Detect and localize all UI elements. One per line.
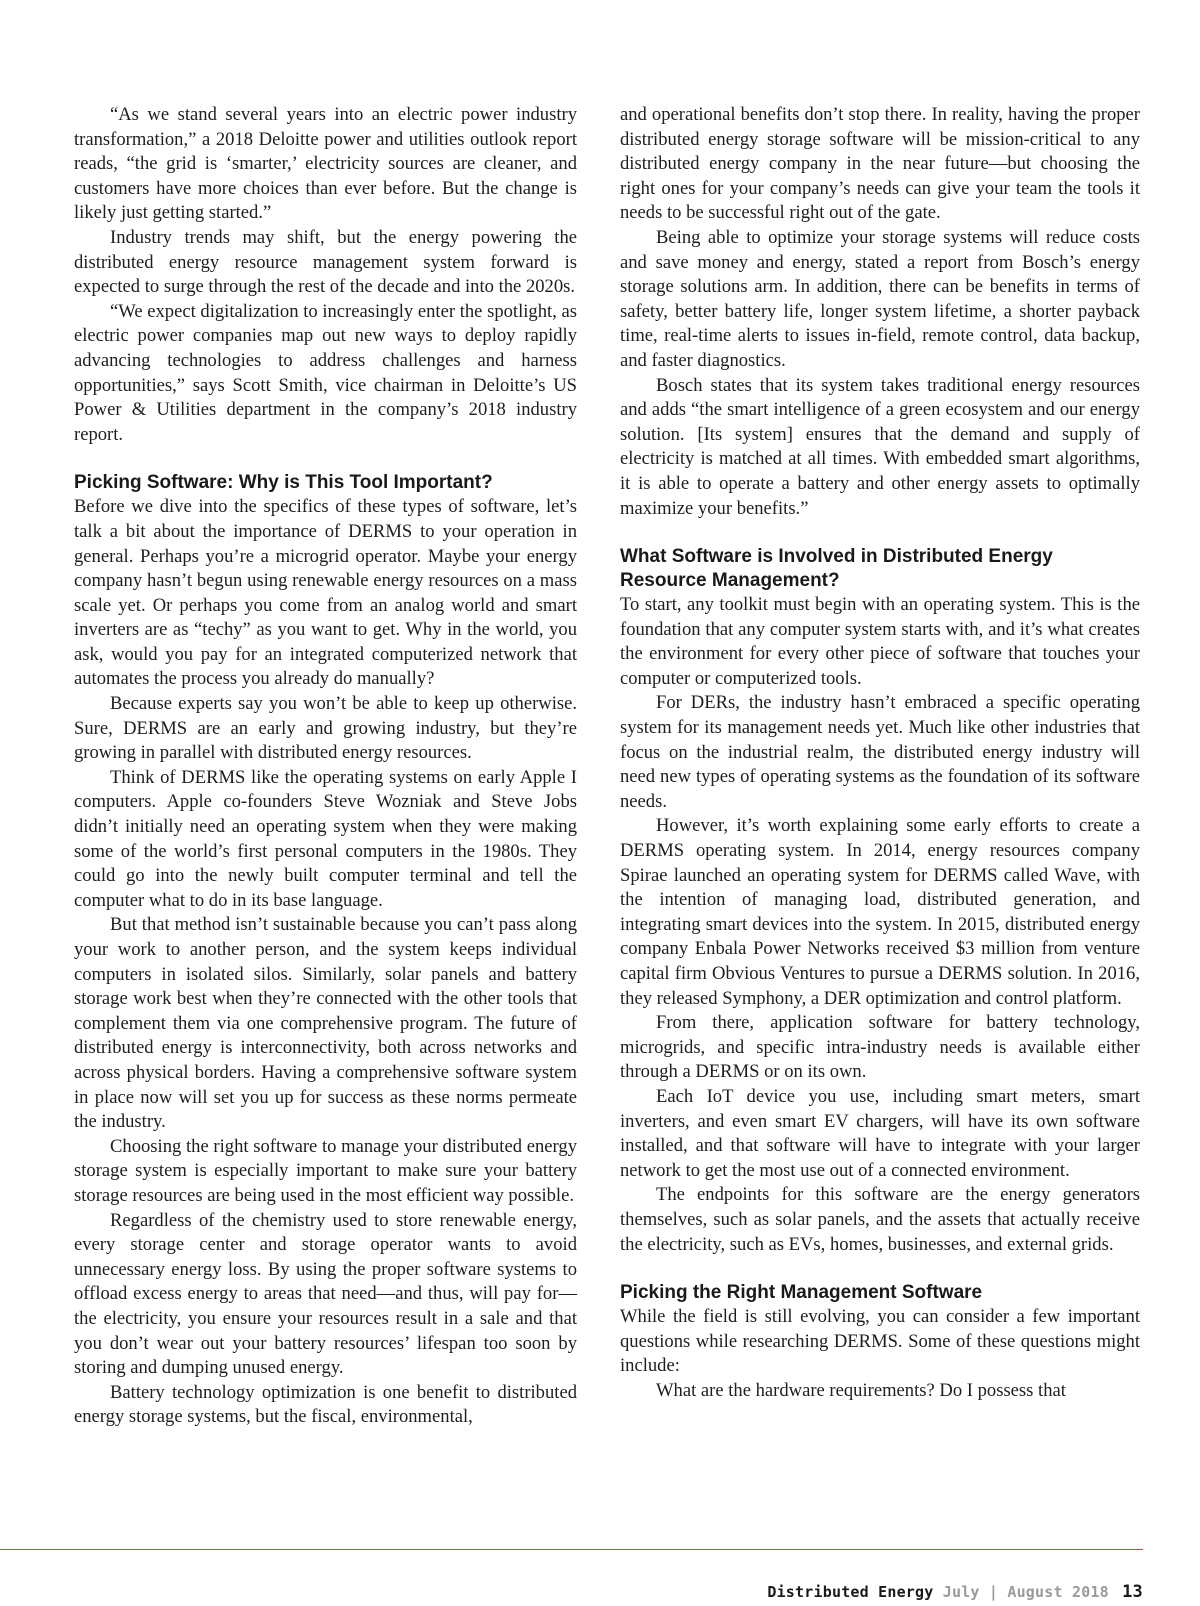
- section-heading: Picking Software: Why is This Tool Important?: [74, 472, 493, 494]
- paragraph: Choosing the right software to manage your distributed energy storage system is especially important to make sure your battery storage resources are being used in the most efficient way possible.: [74, 1135, 577, 1206]
- paragraph: Battery technology optimization is one benefit to distributed energy storage systems, but the fiscal, environmental,: [74, 1381, 577, 1428]
- section-heading: What Software is Involved in Distributed Energy Resource Management?: [620, 546, 1053, 592]
- paragraph: Bosch states that its system takes traditional energy resources and adds “the smart intelligence of a green ecosystem and our energy solution. [Its system] ensures that the demand and supply of electricity is matched at all times. With embedded smart algorithms, it is able to operate a battery and other energy assets to optimally maximize your benefits.”: [620, 374, 1140, 519]
- page-number: 13: [1122, 1582, 1143, 1602]
- paragraph: “As we stand several years into an electric power industry transformation,” a 2018 Deloitte power and utilities outlook report reads, “the grid is ‘smarter,’ electricity sources are cleaner, and customers have more choices than ever before. But the change is likely just getting started.”: [74, 104, 577, 224]
- paragraph: Each IoT device you use, including smart meters, smart inverters, and even smart EV chargers, will have its own software installed, and that software will have to integrate with your larger network to get the most use out of a connected environment.: [620, 1085, 1140, 1181]
- issue-date: July | August 2018: [942, 1583, 1109, 1601]
- footer-rule: [0, 1549, 1143, 1550]
- paragraph: For DERs, the industry hasn’t embraced a specific operating system for its management needs yet. Much like other industries that focus on the industrial realm, the distributed energy industry will need new types of operating systems as the foundation of its software needs.: [620, 692, 1140, 812]
- paragraph: Regardless of the chemistry used to store renewable energy, every storage center and storage operator wants to avoid unnecessary energy loss. By using the proper software systems to offload excess energy to areas that need—and thus, will pay for—the electricity, you ensure your resources result in a sale and that you don’t wear out your battery resources’ lifespan too soon by storing and dumping unused energy.: [74, 1209, 577, 1379]
- paragraph: However, it’s worth explaining some early efforts to create a DERMS operating system. In 2014, energy resources company Spirae launched an operating system for DERMS called Wave, with the intention of managing load, distributed generation, and integrating smart devices into the system. In 2015, distributed energy company Enbala Power Networks received $3 million from venture capital firm Obvious Ventures to pursue a DERMS solution. In 2016, they released Symphony, a DER optimization and control platform.: [620, 815, 1140, 1009]
- paragraph: While the field is still evolving, you can consider a few important questions while researching DERMS. Some of these questions might include:: [620, 1306, 1140, 1377]
- article-column-left: [74, 103, 577, 1430]
- paragraph: To start, any toolkit must begin with an operating system. This is the foundation that any computer system starts with, and it’s what creates the environment for every other piece of software that touches your computer or computerized tools.: [620, 594, 1140, 689]
- paragraph: and operational benefits don’t stop there. In reality, having the proper distributed energy storage software will be mission-critical to any distributed energy company in the near future—but choosing the right ones for your company’s needs can give your team the tools it needs to be successful right out of the gate.: [620, 104, 1140, 224]
- paragraph: The endpoints for this software are the energy generators themselves, such as solar panels, and the assets that actually receive the electricity, such as EVs, homes, businesses, and external grids.: [620, 1184, 1140, 1255]
- paragraph: But that method isn’t sustainable because you can’t pass along your work to another person, and the system keeps individual computers in isolated silos. Similarly, solar panels and battery storage work best when they’re connected with the other tools that complement them via one comprehensive program. The future of distributed energy is interconnectivity, both across networks and across physical borders. Having a comprehensive software system in place now will set you up for success as these norms permeate the industry.: [74, 914, 577, 1133]
- paragraph: Being able to optimize your storage systems will reduce costs and save money and energy, stated a report from Bosch’s energy storage solutions arm. In addition, there can be benefits in terms of safety, better battery life, longer system lifetime, a shorter payback time, real-time alerts to issues in-field, remote control, data backup, and faster diagnostics.: [620, 226, 1140, 371]
- publication-name: Distributed Energy: [767, 1583, 934, 1601]
- paragraph: Think of DERMS like the operating systems on early Apple I computers. Apple co-founders Steve Wozniak and Steve Jobs didn’t initially need an operating system when they were making some of the world’s first personal computers in the 1980s. They could go into the newly built computer terminal and tell the computer what to do in its base language.: [74, 766, 577, 911]
- section-heading: Picking the Right Management Software: [620, 1282, 983, 1304]
- paragraph: From there, application software for battery technology, microgrids, and specific intra-industry needs is available either through a DERMS or on its own.: [620, 1012, 1140, 1083]
- paragraph: Industry trends may shift, but the energy powering the distributed energy resource management system forward is expected to surge through the rest of the decade and into the 2020s.: [74, 226, 577, 298]
- paragraph: “We expect digitalization to increasingly enter the spotlight, as electric power companies map out new ways to deploy rapidly advancing technologies to address challenges and harness opportunities,” says Scott Smith, vice chairman in Deloitte’s US Power & Utilities department in the company’s 2018 industry report.: [74, 300, 577, 445]
- article-column-right: [620, 103, 1140, 1404]
- paragraph: Before we dive into the specifics of these types of software, let’s talk a bit about the importance of DERMS to your operation in general. Perhaps you’re a microgrid operator. Maybe your energy company hasn’t begun using renewable energy resources on a mass scale yet. Or perhaps you come from an analog world and smart inverters are as “techy” as you want to get. Why in the world, you ask, would you pay for an integrated computerized network that automates the process you already do manually?: [74, 496, 577, 690]
- paragraph: Because experts say you won’t be able to keep up otherwise. Sure, DERMS are an early and growing industry, but they’re growing in parallel with distributed energy resources.: [74, 693, 577, 764]
- page-footer: [767, 1582, 1143, 1602]
- paragraph: What are the hardware requirements? Do I possess that: [656, 1379, 1066, 1401]
